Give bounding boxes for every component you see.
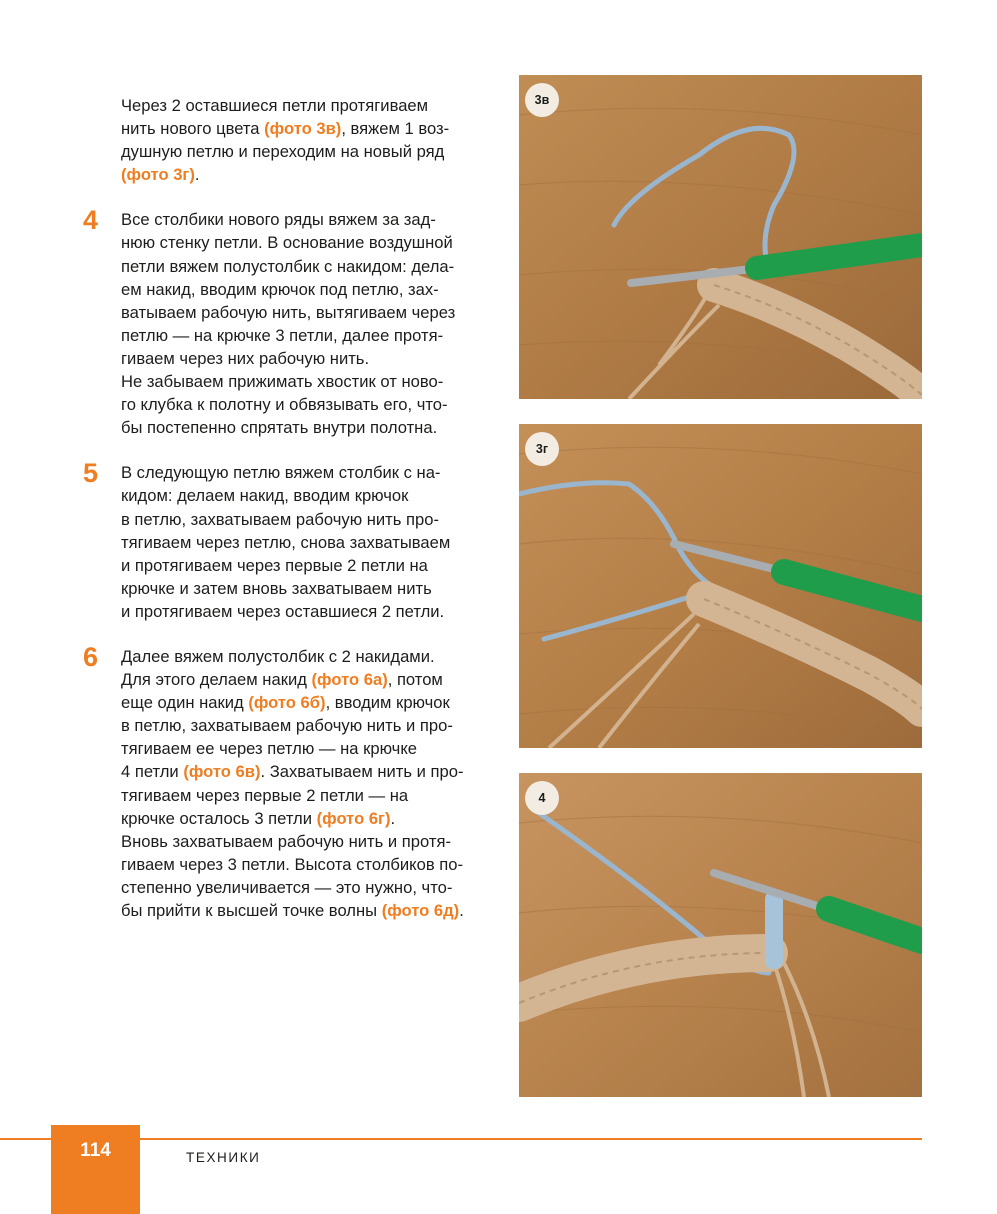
intro-text-2: , вяжем 1 воз- душную петлю и переходим на новый ряд bbox=[121, 119, 450, 162]
section-label: ТЕХНИКИ bbox=[186, 1150, 261, 1165]
step-text bbox=[121, 645, 493, 922]
step-4 bbox=[83, 205, 493, 439]
instructions-column bbox=[83, 94, 493, 922]
photo-label-badge: 4 bbox=[525, 781, 559, 815]
step-number: 5 bbox=[83, 458, 99, 489]
step-text: Все столбики нового ряды вяжем за зад- нюю стенку петли. В основание воздушной петли вяжем полустолбик с накидом: дела- ем накид, вводим крючок под петлю, зах- ватываем рабочую нить, вытягиваем через петлю — на крючке 3 петли, далее протя- гиваем через них рабочую нить. Не забываем прижимать хвостик от ново- го клубка к полотну и обвязывать его, что- бы постепенно спрятать внутри полотна. bbox=[121, 210, 456, 438]
crochet-photo-3g-image bbox=[519, 424, 922, 748]
photo-ref-6b: (фото 6б) bbox=[248, 693, 326, 713]
intro-text-3: . bbox=[194, 165, 200, 185]
step-number: 4 bbox=[83, 205, 99, 236]
crochet-photo-3v-image bbox=[519, 75, 922, 399]
step-text: В следующую петлю вяжем столбик с на- кидом: делаем накид, вводим крючок в петлю, захватываем рабочую нить про- тягиваем через петлю, снова захватываем и протягиваем через первые 2 петли на крючке и затем вновь захватываем нить и протягиваем через оставшиеся 2 петли. bbox=[121, 463, 451, 621]
page-number-tab bbox=[51, 1125, 140, 1214]
step-6-text-3: , вводим крючок в петлю, захватываем рабочую нить и про- тягиваем ее через петлю — на крючке 4 петли bbox=[121, 693, 453, 782]
step-5 bbox=[83, 458, 493, 623]
photo-ref-6d: (фото 6д) bbox=[381, 901, 460, 920]
step-6-text-6: . bbox=[459, 901, 464, 920]
step-6-text-2: , потом еще один накид bbox=[121, 670, 443, 713]
crochet-photo-4-image bbox=[519, 773, 922, 1097]
photo-ref-3g: (фото 3г) bbox=[121, 165, 195, 185]
intro-text-1: Через 2 оставшиеся петли протягиваем нить нового цвета bbox=[121, 96, 429, 139]
intro-paragraph bbox=[121, 94, 493, 186]
step-6-text-1: Далее вяжем полустолбик с 2 накидами. Для этого делаем накид bbox=[121, 646, 435, 690]
photo-label-badge: 3в bbox=[525, 83, 559, 117]
step-number: 6 bbox=[83, 641, 99, 672]
photo-ref-3v: (фото 3в) bbox=[264, 119, 342, 139]
step-6 bbox=[83, 641, 493, 922]
photo-3g bbox=[519, 424, 922, 748]
photo-ref-6v: (фото 6в) bbox=[183, 762, 261, 782]
step-6-text-5: . Вновь захватываем рабочую нить и протя- гиваем через 3 петли. Высота столбиков по- степенно увеличивается — это нужно, что- бы прийти к высшей точке волны bbox=[121, 808, 463, 920]
photo-3v bbox=[519, 75, 922, 399]
step-6-text-4: . Захватываем нить и про- тягиваем через первые 2 петли — на крючке осталось 3 петли bbox=[121, 762, 464, 828]
photo-ref-6g: (фото 6г) bbox=[316, 808, 391, 828]
page-number: 114 bbox=[80, 1140, 111, 1161]
photo-ref-6a: (фото 6а) bbox=[311, 670, 388, 690]
photo-4 bbox=[519, 773, 922, 1097]
photo-label-badge: 3г bbox=[525, 432, 559, 466]
